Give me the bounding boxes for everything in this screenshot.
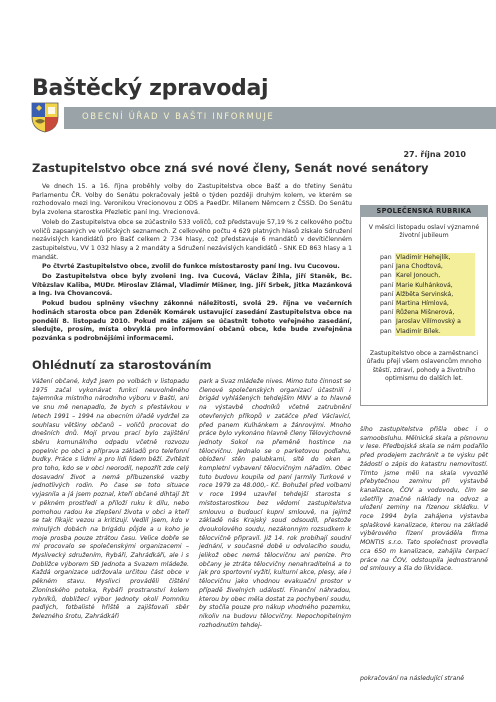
list-item — [380, 299, 476, 308]
jubilant-name: Vladimír Bílek. — [395, 327, 475, 336]
list-item — [380, 308, 476, 317]
article-heading-retrospective: Ohlédnutí za starostováním — [32, 358, 212, 372]
jubilant-prefix: paní — [380, 299, 394, 307]
jubilant-prefix: paní — [380, 263, 394, 271]
list-item — [380, 327, 476, 336]
jubilant-name: Martina Hímlová, — [395, 299, 475, 308]
social-column-header: SPOLEČENSKÁ RUBRIKA — [360, 205, 488, 217]
paragraph: Po čtvrté Zastupitelstvo obce, zvolil do funkce místostarosty paní Ing. Ivu Cucovou. — [42, 263, 340, 271]
jubilant-name: Marie Kulhánková, — [395, 281, 475, 290]
jubilant-name: Alžběta Servinská, — [395, 290, 475, 299]
continued-note: pokračování na následující straně — [360, 675, 465, 682]
jubilant-list — [380, 253, 476, 336]
issue-date: 27. října 2010 — [403, 150, 466, 159]
social-column-intro: V měsíci listopadu oslaví významné životní jubileum — [368, 224, 480, 240]
coat-of-arms-icon — [30, 101, 60, 133]
article-column-1 — [32, 378, 189, 622]
masthead-subtitle: OBECNÍ ÚŘAD V BAŠTI INFORMUJE — [82, 112, 275, 122]
paragraph: Pokud budou splněny všechny zákonné náležitosti, svolá 29. října ve večerních hodinách starosta obce pan Zdeněk Komárek ustavující zasedání Zastupitelstva obce na pondělí 8. listopadu 2010. Pokud máte zájem se účastnit tohoto veřejného zasedání, sledujte, prosím, místa obvyklá pro informování občanů obce, kde bude zveřejněna pozvánka s podrobnějšími informacemi. — [32, 300, 352, 342]
list-item — [380, 253, 476, 262]
list-item — [380, 290, 476, 299]
jubilant-name: Růžena Mišnerová, — [395, 308, 475, 317]
jubilant-prefix: paní — [380, 309, 394, 317]
jubilant-prefix: pan — [380, 327, 392, 335]
jubilant-prefix: pan — [380, 272, 392, 280]
list-item — [380, 317, 476, 326]
paragraph: Voleb do Zastupitelstva obce se zúčastnilo 533 voličů, což představuje 57,19 % z celkového počtu voličů zapsaných ve voličských seznamech. Z celkového počtu 4 629 platných hlasů získalo Sdružení nezávislých kandidátů pro Bašť celkem 2 734 hlasy, což představuje 6 mandátů v devítičlenném zastupitelstvu, VV 1 032 hlasy a 2 mandáty a Sdružení nezávislých kandidátů - SNK ED 863 hlasy a 1 mandát. — [32, 218, 352, 261]
paragraph: Do Zastupitelstva obce byly zvoleni Ing. Iva Cucová, Václav Žihla, Jiří Staněk, Bc. Vítězslav Kaliba, MUDr. Miroslav Zlámal, Vladimír Mišner, Ing. Jiří Srbek, Jitka Mazánková a Ing. Iva Chovancová. — [32, 273, 352, 298]
article-body-elections — [32, 183, 352, 345]
jubilant-name: Vladimír Hehejlík, — [395, 253, 475, 262]
jubilant-prefix: pan — [380, 318, 392, 326]
social-column-wish: Zastupitelstvo obce a zaměstnanci úřadu přejí všem oslavencům mnoho štěstí, zdraví, pohody a životního optimismu do dalších let. — [366, 350, 482, 383]
jubilant-name: Karel Jonouch, — [395, 271, 475, 280]
jubilant-prefix: paní — [380, 290, 394, 298]
article-heading-elections: Zastupitelstvo obce zná své nové členy, Senát nové senátory — [32, 161, 429, 175]
article-column-2 — [199, 378, 351, 630]
paragraph: Vážení občané, když jsem po volbách v listopadu 1975 začal vykonávat funkci neuvolněného tajemníka místního národního výboru v Bašti, ani ve snu mě nenapadlo, že bych s přestávkou v letech 1991 – 1994 na obecním úřadě vydržel za souhlasu většiny občanů – voličů procovat do dnešních dnů. Mojí prvou prací bylo zajištění sběru komunálního odpadu včetně rozvozu popelnic po obci a příprava základů pro telefonní budky. Práce s lidmi a pro lidi lidem běží. Zvítězit pro toho, kdo se v obci neorodil, nepozřít zde celý dosavadní život a nemá příbuzenské vazby jednotlivých rodin. Po čase se toto situace vyjasnila a já jsem poznal, kteří občané dihtají žít v pěkném prostředí a přiloží ruku k dílu, nebo pomohou radou ke zlepšení života v obci a kteří se tak říkajíc vezou a kritizují. Vedlil jsem, kdo v minulých dobách na brigádu půjde a u koho je moje prosba pouze ztrátou času. Velice dobře se mi procovalo se společenskými organizacemi – Myslivecký sdružením, Rybáři, Zahrádkáři, ale i s Dobližce výborem SĐ Jednota a Svazem mládeže. Každá organizace udržovala určitou část obce v pěkném stavu. Myslivci prováděli čištění Zlonínského potoka, Rybáři prostranství kolem rybníků, dobližecí výbor Jednoty okolí Pomníku padlých, fotbalisté hřiště a zajišťovali sběr železného šrotu, Zahrádkáři — [32, 378, 189, 620]
paragraph: šího zastupitelstva přišla obec i o samoobsluhu. Mělnická skala a písnovnu v lese. Předbojská skala se nám podařilo před prodejem zachránit a te výsku pět žádostí o zápis do katastru nemovitostí. Tímto jsme měli na skala vyvozílé přebytečnou zeminu při výstavbě kanalizace, ČOV a vodovodu, čím se ušetřily značné náklady na odvoz a uložení zeminy na řízenou skládku. V roce 1994 byla zahájena výstavba splaškové kanalizace, kterou na základě výběrového řízení prováděla firma MONTIS s.r.o. Tato společnost provedla cca 650 m kanalizace, zahájila čerpací práce na ČOV, odstoupila jednostranně od smlouvy a šla do likvidace. — [360, 426, 488, 573]
list-item — [380, 262, 476, 271]
jubilant-name: Jana Chodtová, — [395, 262, 475, 271]
jubilant-prefix: pan — [380, 254, 392, 261]
article-column-3 — [360, 426, 488, 574]
paragraph: park a Svaz mládeže nives. Mimo tuto činnost se členové společenských organizací účastnili i brigád vyhlášených tehdejším MNV a to hlavně na výstavbě chodníků včetně zatrubnění otevřených příkopů v zatáčce před Václavicí, před panem Kulhánkem a žánrovými. Mnoho práce bylo vykonáno hlavně členy Tělovýchovné jednoty Sokol na přeměně hostince na tělocvičnu. Jednalo se o parketovou podlahu, obložení stěn palubkami, sítě do oken a kompletní vybavení tělocvičným nářadím. Obec tuto budovu koupila od paní Jarmily Turkové v roce 1979 za 48.000,- Kč. Bohužel před volbami v roce 1994 uzavřel tehdejší starosta s místostarostkou bez vědomí zastupitelstva smlouvu o budoucí kupní smlouvě, na jejímž základě nás Krajský soud odsoudil, přestože dvoukolového soudu, nezákonným rozsudkem k tělocvičně připravil. Již 14. rok probíhají soudní jednání, v současné době u odvolacího soudu, jelikož obec nemá tělocvičnu ani peníze. Pro občany je ztráta tělocvičny nenahraditelná a to jak pro sportovní vyžití, kulturní akce, plesy, ale i tělocvičnu jako vhodnou evakuační prostor v případě živelných událostí. Finanční náhradou, kterou by obec měla dostat za pochybení soudu, by stočila pouze pro nákup vhodného pozemku, nikoliv na budovu tělocvičny. Nepochopitelným rozhodnutím tehdej- — [199, 378, 351, 629]
jubilant-name: Jaroslav Vilímovský a — [395, 317, 475, 326]
list-item — [380, 281, 476, 290]
paragraph: Ve dnech 15. a 16. října proběhly volby do Zastupitelstva obce Bašť a do třetiny Senátu Parlamentu ČR. Volby do Senátu pokračovaly ještě o týden později druhým kolem, ve kterém se rozhodovalo mezi Ing. Veronikou Vrecionovou z ODS a PaedDr. Milanem Němcem z ČSSD. Do Senátu byla zvolena starostka Přezletic paní Ing. Vrecionová. — [32, 183, 352, 217]
jubilant-prefix: paní — [380, 281, 394, 289]
newsletter-title: Baštěcký zpravodaj — [32, 76, 269, 101]
list-item — [380, 271, 476, 280]
